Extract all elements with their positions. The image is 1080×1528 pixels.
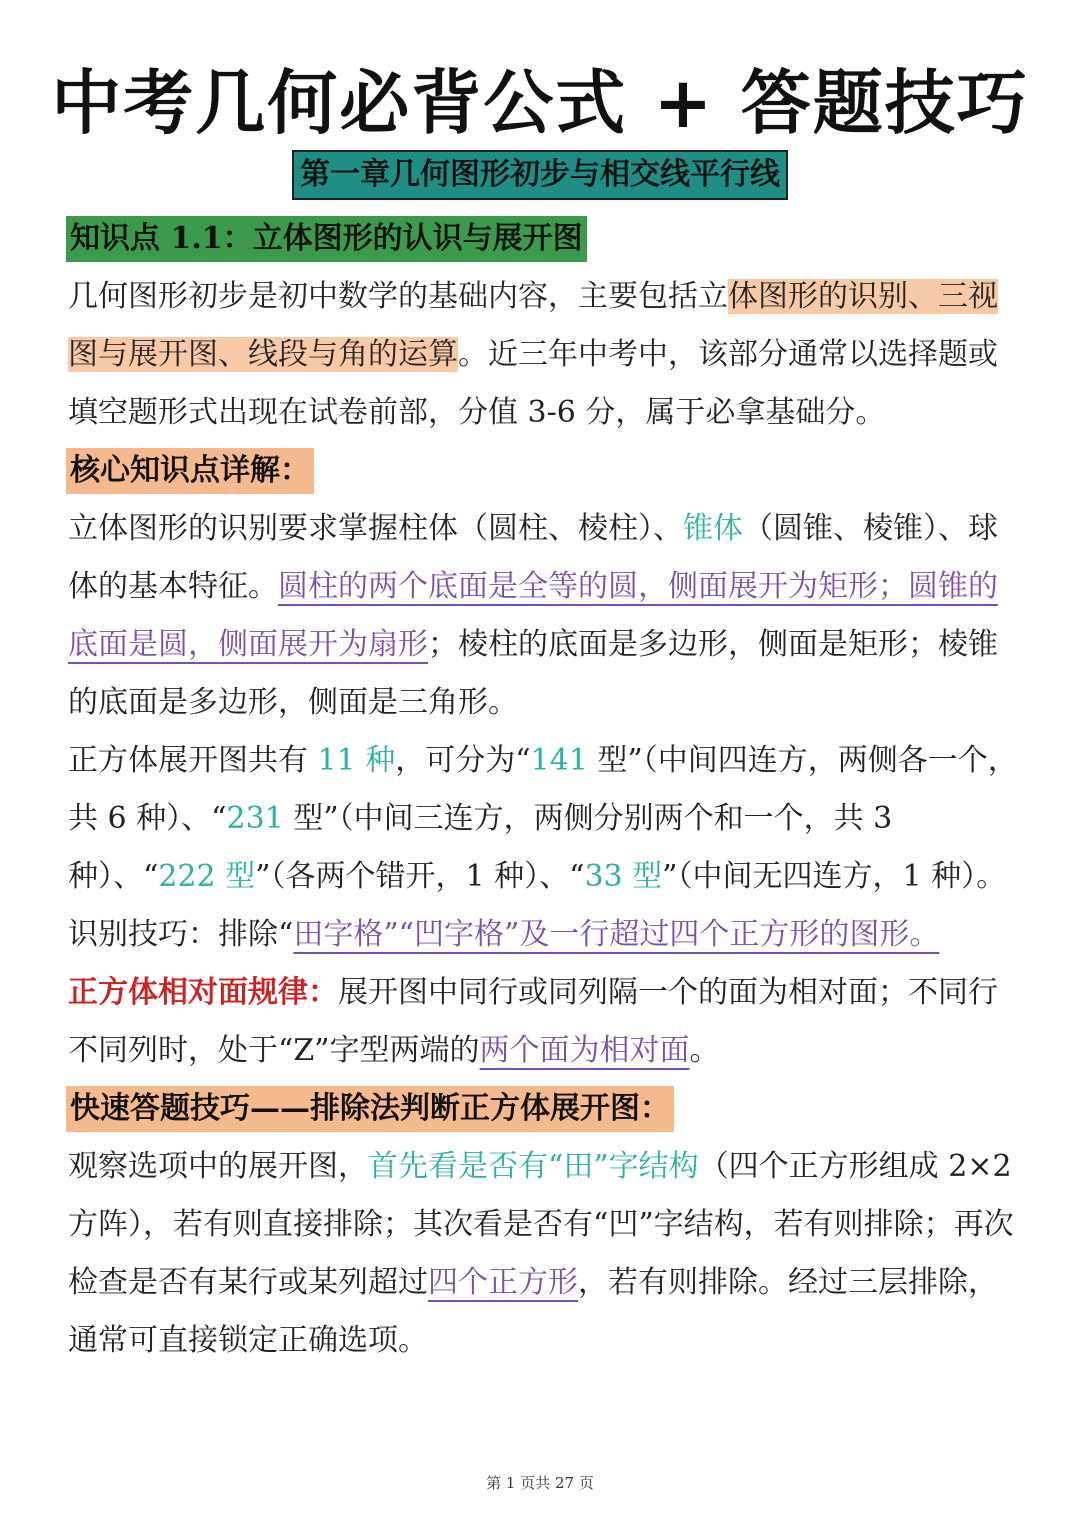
page-footer: 第 1 页共 27 页 <box>486 1474 594 1492</box>
chapter-title: 第一章几何图形初步与相交线平行线 <box>292 150 788 200</box>
intro-paragraph: 几何图形初步是初中数学的基础内容，主要包括立体图形的识别、三视图与展开图、线段与角的运算。近三年中考中，该部分通常以选择题或填空题形式出现在试卷前部，分值 3-6 分，属于必拿基础分。 <box>68 279 998 430</box>
cube-nets-paragraph: 正方体展开图共有 11 种，可分为“141 型”（中间四连方，两侧各一个，共 6 种）、“231 型”（中间三连方，两侧分别两个和一个，共 3 种）、“222 型”（各两个错开，1 种）、“33 型”（中间无四连方，1 种）。识别技巧：排除“田字格”“凹字格”及一行超过四个正方形的图形。 <box>68 743 1018 952</box>
opposite-faces-paragraph: 正方体相对面规律：展开图中同行或同列隔一个的面为相对面；不同行不同列时，处于“Z”字型两端的两个面为相对面。 <box>68 975 998 1068</box>
highlight-topics: 体图形的识别、三视图与展开图、线段与角的运算 <box>68 279 998 372</box>
quick-tips-paragraph: 观察选项中的展开图，首先看是否有“田”字结构（四个正方形组成 2×2 方阵），若有则直接排除；其次看是否有“凹”字结构，若有则排除；再次检查是否有某行或某列超过四个正方形，若有则排除。经过三层排除，通常可直接锁定正确选项。 <box>68 1149 1014 1358</box>
solid-figures-paragraph: 立体图形的识别要求掌握柱体（圆柱、棱柱）、锥体（圆锥、棱锥）、球体的基本特征。圆柱的两个底面是全等的圆，侧面展开为矩形；圆锥的底面是圆，侧面展开为扇形；棱柱的底面是多边形，侧面是矩形；棱锥的底面是多边形，侧面是三角形。 <box>68 511 998 720</box>
document-body <box>68 210 1018 1370</box>
section-heading-quick-tips: 快速答题技巧——排除法判断正方体展开图： <box>66 1086 674 1132</box>
opposite-faces-rule-label: 正方体相对面规律： <box>68 975 338 1010</box>
page-title: 中考几何必背公式 + 答题技巧 <box>51 62 1029 144</box>
underline-exclude-shapes: 田字格”“凹字格”及一行超过四个正方形的图形。 <box>293 917 940 952</box>
section-heading-core: 核心知识点详解： <box>66 448 314 494</box>
underline-cylinder-cone: 圆柱的两个底面是全等的圆，侧面展开为矩形；圆锥的底面是圆，侧面展开为扇形 <box>68 569 998 662</box>
chapter-banner <box>0 150 1080 200</box>
section-heading-knowledge-point: 知识点 1.1：立体图形的认识与展开图 <box>66 216 587 262</box>
